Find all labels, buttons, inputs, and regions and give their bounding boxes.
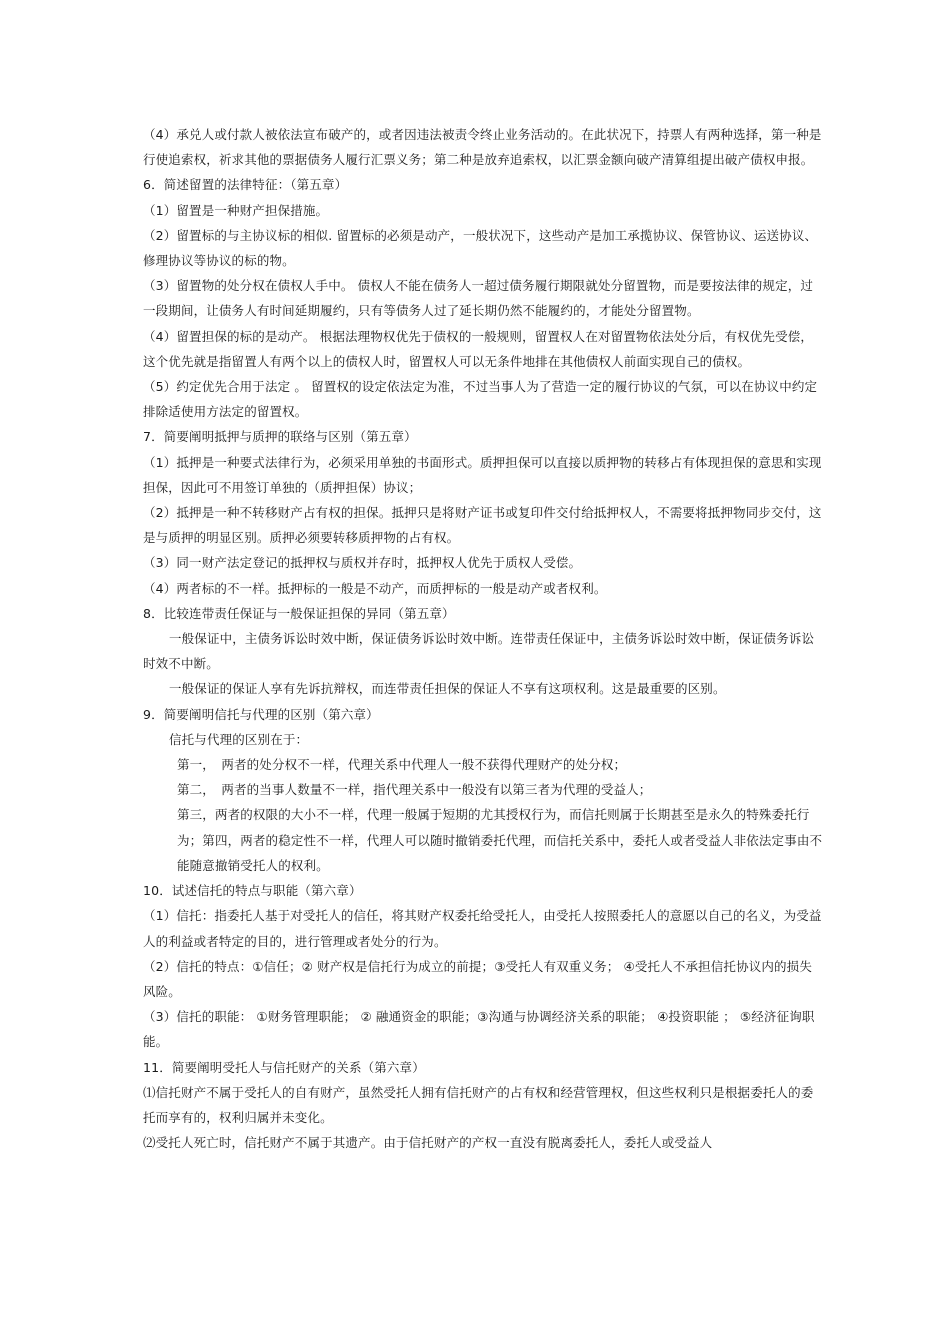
paragraph: 一般保证中，主债务诉讼时效中断，保证债务诉讼时效中断。连带责任保证中，主债务诉讼时效中断，保证债务诉讼时效不中断。 bbox=[143, 631, 815, 672]
paragraph: （5）约定优先合用于法定 。 留置权的设定依法定为准，不过当事人为了营造一定的履行协议的气氛，可以在协议中约定排除适使用方法定的留置权。 bbox=[143, 379, 818, 420]
paragraph: （4）承兑人或付款人被依法宣布破产的，或者因违法被责令终止业务活动的。在此状况下，持票人有两种选择，第一种是行使追索权，祈求其他的票据债务人履行汇票义务；第二种是放弃追索权，以汇票金额向破产清算组提出破产债权申报。 bbox=[143, 127, 822, 168]
paragraph: （2）信托的特点：①信任；② 财产权是信托行为成立的前提；③受托人有双重义务； ④受托人不承担信托协议内的损失风险。 bbox=[143, 958, 812, 999]
section-heading: 10．试述信托的特点与职能（第六章） bbox=[143, 883, 362, 899]
list-item: 第三，两者的权限的大小不一样，代理一般属于短期的尤其授权行为，而信托则属于长期甚至是永久的特殊委托行为；第四，两者的稳定性不一样，代理人可以随时撤销委托代理，而信托关系中，委托人或者受益人非依法定事由不能随意撤销受托人的权利。 bbox=[177, 807, 823, 873]
section-heading: 6．简述留置的法律特征：（第五章） bbox=[143, 177, 348, 193]
section-heading: 11．简要阐明受托人与信托财产的关系（第六章） bbox=[143, 1059, 425, 1075]
list-item: 第二， 两者的当事人数量不一样，指代理关系中一般没有以第三者为代理的受益人； bbox=[177, 782, 652, 798]
section-heading: 7．简要阐明抵押与质押的联络与区别（第五章） bbox=[143, 429, 417, 445]
paragraph: （1）信托：指委托人基于对受托人的信任，将其财产权委托给受托人，由受托人按照委托人的意愿以自己的名义，为受益人的利益或者特定的目的，进行管理或者处分的行为。 bbox=[143, 908, 822, 949]
paragraph: （1）抵押是一种要式法律行为，必须采用单独的书面形式。质押担保可以直接以质押物的转移占有体现担保的意思和实现担保，因此可不用签订单独的（质押担保）协议； bbox=[143, 454, 822, 495]
paragraph: （4）留置担保的标的是动产。 根据法理物权优先于债权的一般规则，留置权人在对留置物依法处分后，有权优先受偿，这个优先就是指留置人有两个以上的债权人时，留置权人可以无条件地排在其他债权人前面实现自己的债权。 bbox=[143, 328, 814, 369]
paragraph: （3）留置物的处分权在债权人手中。 债权人不能在债务人一超过债务履行期限就处分留置物，而是要按法律的规定，过一段期间，让债务人有时间延期履约，只有等债务人过了延长期仍然不能履约的，才能处分留置物。 bbox=[143, 278, 814, 319]
paragraph: （2）抵押是一种不转移财产占有权的担保。抵押只是将财产证书或复印件交付给抵押权人，不需要将抵押物同步交付，这是与质押的明显区别。质押必须要转移质押物的占有权。 bbox=[143, 505, 822, 546]
paragraph: 一般保证的保证人享有先诉抗辩权，而连带责任担保的保证人不享有这项权利。这是最重要的区别。 bbox=[169, 681, 726, 697]
paragraph: 信托与代理的区别在于： bbox=[169, 731, 309, 747]
section-heading: 9．简要阐明信托与代理的区别（第六章） bbox=[143, 706, 379, 722]
paragraph: （3）信托的职能： ①财务管理职能； ② 融通资金的职能；③沟通与协调经济关系的职能； ④投资职能 ； ⑤经济征询职能。 bbox=[143, 1009, 815, 1050]
paragraph: ⑵受托人死亡时，信托财产不属于其遗产。由于信托财产的产权一直没有脱离委托人，委托人或受益人 bbox=[143, 1135, 713, 1151]
paragraph: ⑴信托财产不属于受托人的自有财产，虽然受托人拥有信托财产的占有权和经营管理权，但这些权利只是根据委托人的委托而享有的，权利归属并未变化。 bbox=[143, 1084, 814, 1125]
paragraph: （4）两者标的不一样。抵押标的一般是不动产，而质押标的一般是动产或者权利。 bbox=[143, 580, 607, 596]
document-page bbox=[143, 122, 823, 1155]
paragraph: （1）留置是一种财产担保措施。 bbox=[143, 202, 329, 218]
paragraph: （2）留置标的与主协议标的相似. 留置标的必须是动产，一般状况下，这些动产是加工承揽协议、保管协议、运送协议、修理协议等协议的标的物。 bbox=[143, 227, 818, 269]
section-heading: 8．比较连带责任保证与一般保证担保的异同（第五章） bbox=[143, 605, 455, 621]
list-item: 第一， 两者的处分权不一样，代理关系中代理人一般不获得代理财产的处分权； bbox=[177, 757, 627, 773]
paragraph: （3）同一财产法定登记的抵押权与质权并存时，抵押权人优先于质权人受偿。 bbox=[143, 555, 582, 571]
